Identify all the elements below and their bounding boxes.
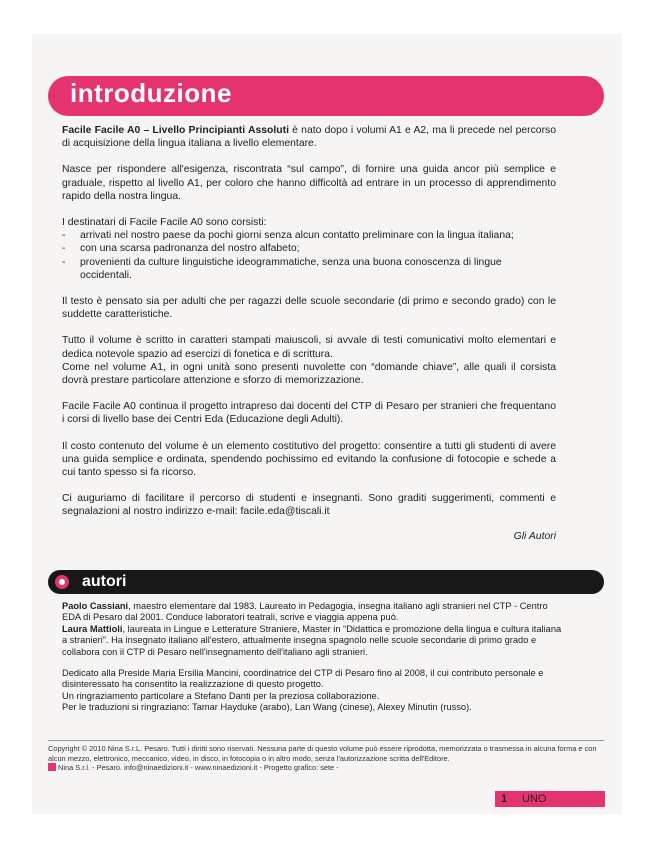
- author-bio: Paolo Cassiani, maestro elementare dal 1983. Laureato in Pedagogia, insegna italiano agli stranieri nel CTP - Centro EDA di Pesaro dal 2001. Conduce laboratori teatrali, scrive e viaggia appena può.: [62, 601, 548, 623]
- authors-title: autori: [82, 573, 127, 590]
- signature: Gli Autori: [513, 530, 556, 542]
- intro-body: [62, 124, 556, 543]
- acknowledgement: Un ringraziamento particolare a Stefano Danti per la preziosa collaborazione.: [62, 690, 380, 701]
- page-title: introduzione: [70, 78, 232, 108]
- list-item: - con una scarsa padronanza del nostro alfabeto;: [62, 243, 300, 255]
- intro-paragraph: Ci auguriamo di facilitare il percorso di studenti e insegnanti. Sono graditi suggerimenti, commenti e segnalazioni al nostro indirizzo e-mail: facile.eda@tiscali.it: [62, 493, 556, 518]
- footer-band: [495, 791, 605, 807]
- divider: [48, 740, 604, 741]
- intro-paragraph: Facile Facile A0 continua il progetto intrapreso dai docenti del CTP di Pesaro per stranieri che frequentano i corsi di livello base dei Centri Eda (Educazione degli Adulti).: [62, 401, 556, 426]
- intro-paragraph: Tutto il volume è scritto in caratteri stampati maiuscoli, si avvale di testi comunicativi molto elementari e dedica notevole spazio ad esercizi di fonetica e di scrittura. Come nel volume A1, in ogni unità sono presenti nuvolette con “domande chiave”, alle quali il corsista dovrà prestare particolare attenzione e sforzo di memorizzazione.: [62, 335, 556, 387]
- unit-label: UNO: [522, 793, 547, 805]
- list-item: - provenienti da culture linguistiche ideogrammatiche, senza una buona conoscenza di lingue occidentali.: [62, 256, 502, 281]
- copyright-notice: Copyright © 2010 Nina S.r.L. Pesaro. Tutti i diritti sono riservati. Nessuna parte di questo volume può essere riprodotta, memorizzata o trasmessa in alcuna forma e con alcun mezzo, elettronico, meccanico, video, in disco, in fotocopia o in altro modo, senza l'autorizzazione scritta dell'Editore. Nina S.r.l. - Pesaro. info@ninaedizioni.it - www.ninaedizioni.it - Progetto grafico: sete -: [48, 744, 597, 773]
- recipients-intro: I destinatari di Facile Facile A0 sono corsisti:: [62, 217, 267, 229]
- dedication: Dedicato alla Preside Maria Ersilia Mancini, coordinatrice del CTP di Pesaro fino al 2008, il cui contributo personale e disinteressato ha consentito la realizzazione di questo progetto.: [62, 668, 544, 690]
- bullet-icon: [55, 575, 69, 589]
- intro-paragraph: Nasce per rispondere all'esigenza, riscontrata “sul campo”, di fornire una guida ancor più semplice e graduale, rispetto al livello A1, per coloro che hanno difficoltà ad entrare in un processo di apprendimento rapido della nostra lingua.: [62, 164, 556, 202]
- authors-banner: [48, 570, 604, 594]
- publisher-logo-icon: [48, 763, 56, 771]
- authors-body: [62, 601, 562, 714]
- book-title: Facile Facile A0 – Livello Principianti Assoluti: [62, 125, 289, 136]
- page-number: 1: [501, 793, 508, 805]
- recipients-list: [62, 216, 556, 282]
- author-bio: Laura Mattioli, laureata in Lingue e Letterature Straniere, Master in “Didattica e promozione della lingua e cultura italiana a stranieri”. Ha insegnato italiano all'estero, attualmente insegna spagnolo nelle scuole secondarie di primo grado e collabora con il CTP di Pesaro nell'insegnamento dell'italiano agli stranieri.: [62, 623, 562, 657]
- acknowledgement: Per le traduzioni si ringraziano: Tamar Hayduke (arabo), Lan Wang (cinese), Alexey Minutin (russo).: [62, 702, 472, 713]
- intro-paragraph: Il costo contenuto del volume è un elemento costitutivo del progetto: consentire a tutti gli studenti di avere una guida semplice e ordinata, spendendo pochissimo ed evitando la confusione di fotocopie e schede a cui tanto spesso si fa ricorso.: [62, 440, 556, 479]
- intro-paragraph: [62, 124, 556, 150]
- author-name: Paolo Cassiani: [62, 601, 129, 611]
- author-name: Laura Mattioli: [62, 623, 123, 634]
- intro-text: è nato dopo i volumi A1 e A2, ma li precede nel percorso di acquisizione della lingua italiana a livello elementare.: [62, 125, 557, 150]
- list-item: - arrivati nel nostro paese da pochi giorni senza alcun contatto preliminare con la lingua italiana;: [62, 230, 514, 242]
- publisher-line: Nina S.r.l. - Pesaro. info@ninaedizioni.it - www.ninaedizioni.it - Progetto grafico: sete -: [58, 763, 339, 773]
- intro-paragraph: Il testo è pensato sia per adulti che per ragazzi delle scuole secondarie (di primo e secondo grado) con le suddette caratteristiche.: [62, 296, 556, 321]
